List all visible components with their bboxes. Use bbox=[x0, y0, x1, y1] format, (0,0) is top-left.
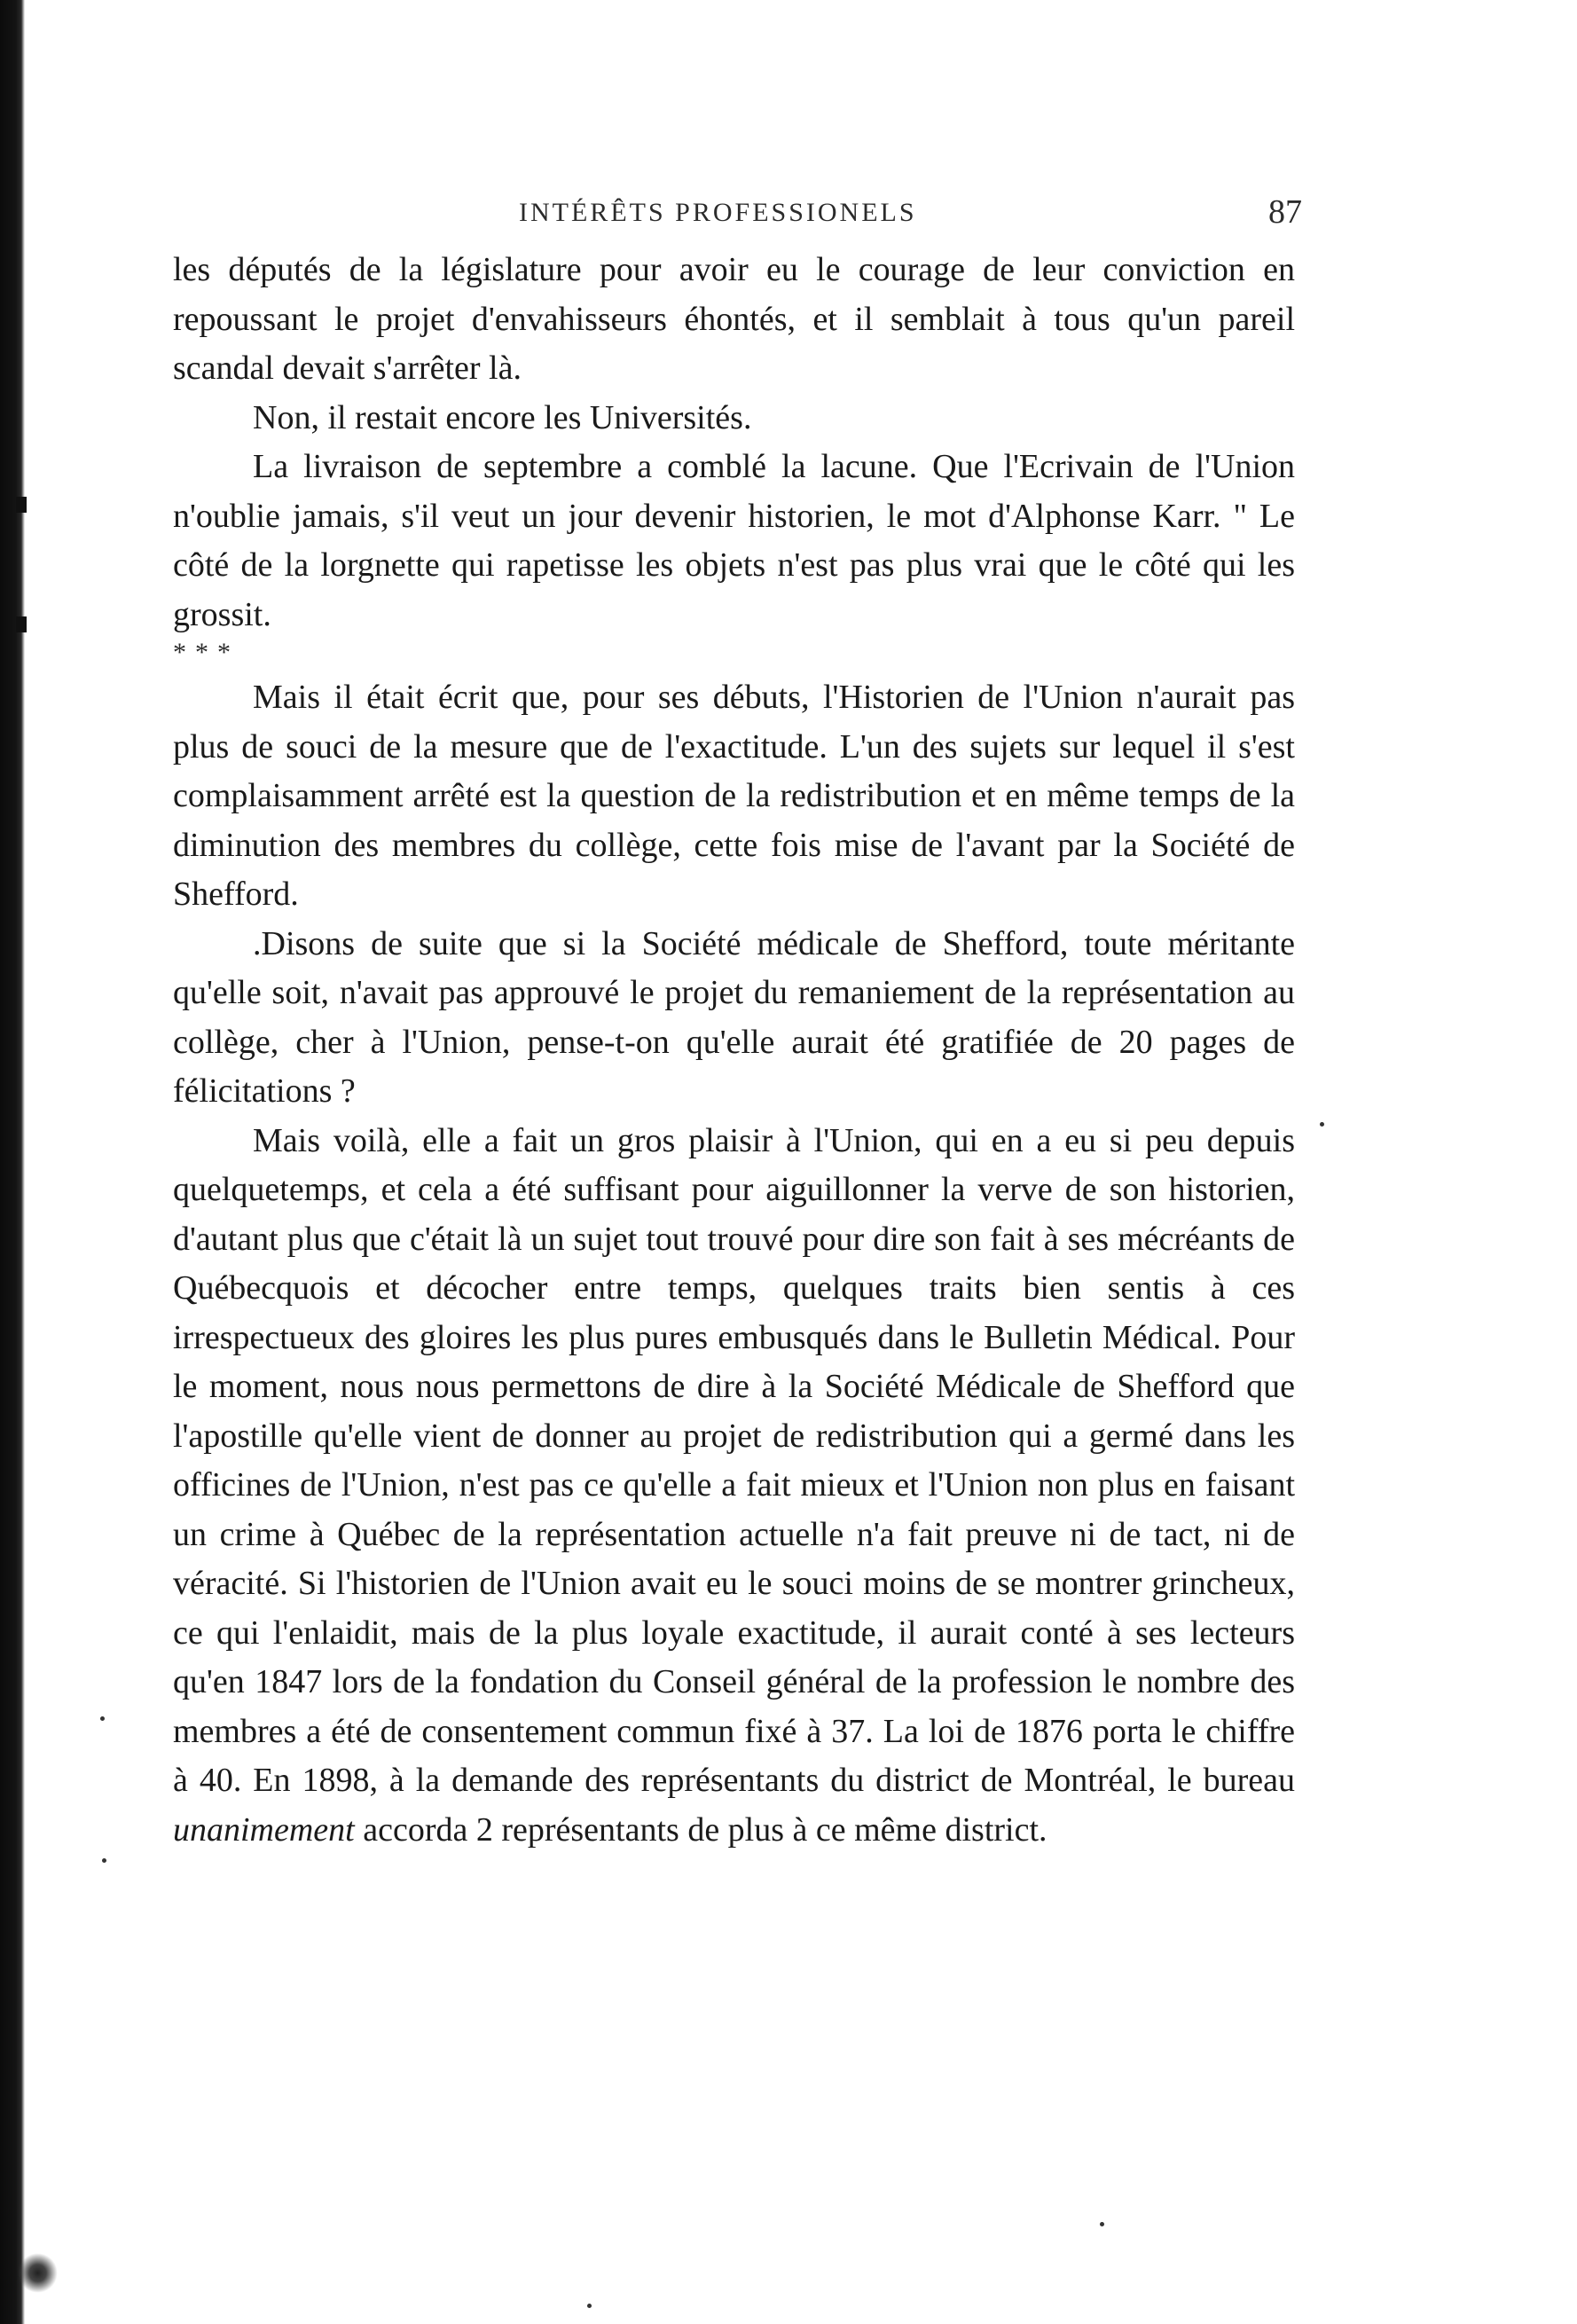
paragraph-tail: accorda 2 représentants de plus à ce même district. bbox=[354, 1810, 1047, 1849]
paragraph: Non, il restait encore les Universités. bbox=[253, 398, 752, 436]
running-title: INTÉRÊTS PROFESSIONELS bbox=[519, 198, 917, 227]
paragraph-final bbox=[173, 1117, 1295, 1856]
scan-binding-edge bbox=[0, 0, 25, 2324]
book-page bbox=[173, 182, 1302, 1855]
scan-corner-smudge bbox=[18, 2253, 58, 2293]
body-text bbox=[173, 246, 1295, 1855]
page-number: 87 bbox=[1268, 193, 1302, 231]
scan-speck bbox=[102, 1858, 106, 1863]
scan-edge-mark bbox=[16, 497, 27, 513]
paragraph: les députés de la législature pour avoir eu le courage de leur conviction en repoussant le projet d'envahisseurs éhontés, et il semblait à tous qu'un pareil scandal devait s'arrêter là. bbox=[173, 251, 1295, 387]
paragraph-text: Mais voilà, elle a fait un gros plaisir à l'Union, qui en a eu si peu depuis quelquetemps, et cela a été suffisant pour aiguillonner la verve de son historien, d'autant plus que c'était là un sujet tout trouvé pour dire son fait à ses mécréants de Québecquois et décocher entre temps, quelques traits bien sentis à ces irrespectueux des gloires les plus pures embusqués dans le Bulletin Médical. Pour le moment, nous nous permettons de dire à la Société Médicale de Shefford que l'apostille qu'elle vient de donner au projet de redistribution qui a germé dans les officines de l'Union, n'est pas ce qu'elle a fait mieux et l'Union non plus en faisant un crime à Québec de la représentation actuelle n'a fait preuve ni de tact, ni de véracité. Si l'historien de l'Union avait eu le souci moins de se montrer grincheux, ce qui l'enlaidit, mais de la plus loyale exactitude, il aurait conté à ses lecteurs qu'en 1847 lors de la fondation du Conseil général de la profession le nombre des membres a été de consentement commun fixé à 37. La loi de 1876 porta le chiffre à 40. En 1898, à la demande des représentants du district de Montréal, le bureau bbox=[173, 1121, 1295, 1799]
section-break-asterism: * * * bbox=[173, 638, 233, 667]
italic-word: unanimement bbox=[173, 1810, 355, 1849]
paragraph: .Disons de suite que si la Société médicale de Shefford, toute méritante qu'elle soit, n'avait pas approuvé le projet du remaniement de la représentation au collège, cher à l'Union, pense-t-on qu'elle aurait été gratifiée de 20 pages de félicitations ? bbox=[173, 924, 1295, 1110]
scan-speck bbox=[1100, 2222, 1104, 2226]
paragraph: Mais il était écrit que, pour ses débuts, l'Historien de l'Union n'aurait pas plus de souci de la mesure que de l'exactitude. L'un des sujets sur lequel il s'est complaisamment arrêté est la question de la redistribution et en même temps de la diminution des membres du collège, cette fois mise de l'avant par la Société de Shefford. bbox=[173, 679, 1295, 913]
scan-edge-mark bbox=[16, 616, 27, 632]
paragraph: La livraison de septembre a comblé la lacune. Que l'Ecrivain de l'Union n'oublie jamais, s'il veut un jour devenir historien, le mot d'Alphonse Karr. " Le côté de la lorgnette qui rapetisse les objets n'est pas plus vrai que le côté qui les grossit. bbox=[173, 448, 1295, 633]
scan-speck bbox=[100, 1716, 105, 1721]
scan-speck bbox=[587, 2304, 592, 2308]
running-header bbox=[173, 182, 1302, 235]
scan-speck bbox=[1320, 1122, 1324, 1127]
